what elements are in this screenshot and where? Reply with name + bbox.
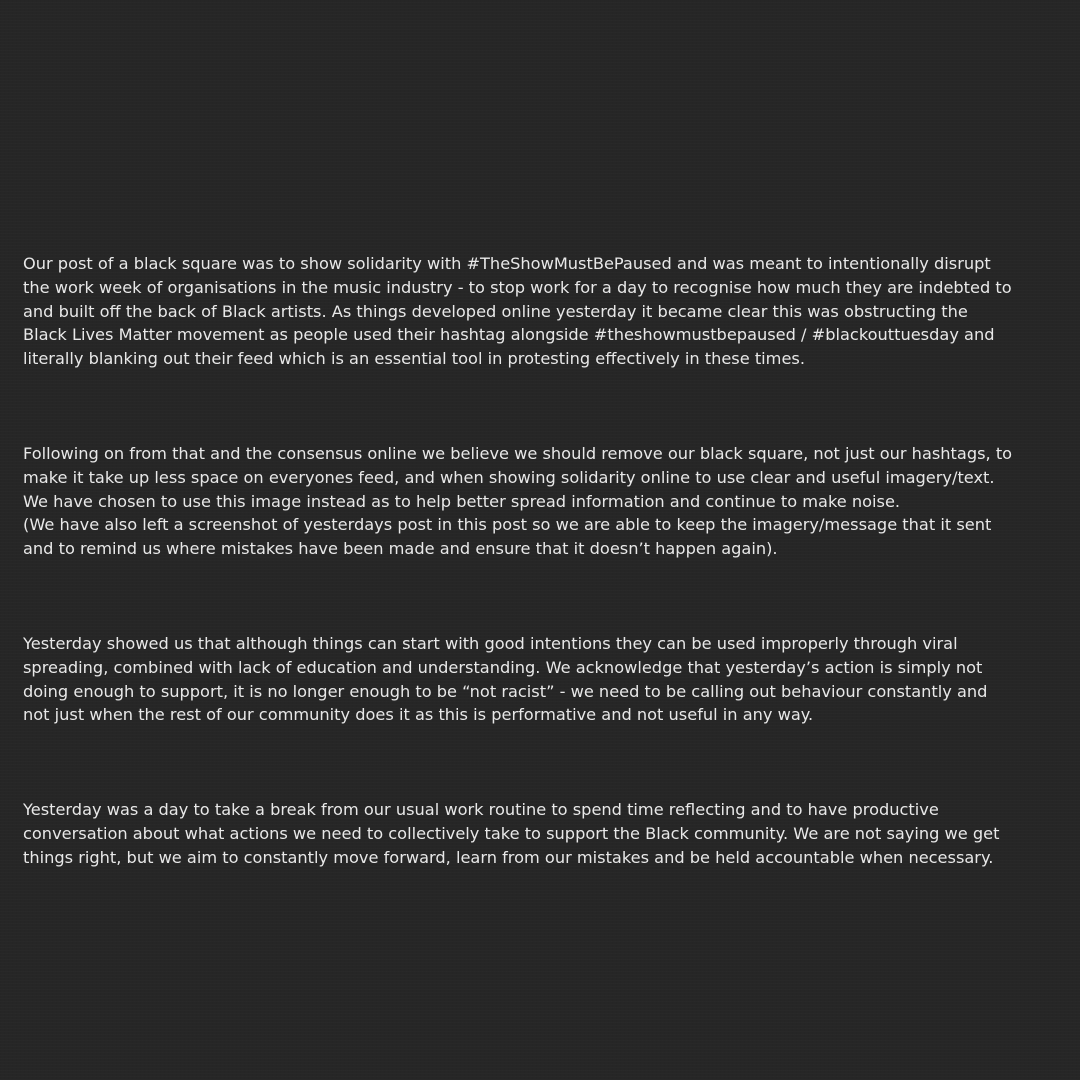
paragraph-line: We have chosen to use this image instead as to help better spread information and continue to make noise.: [23, 491, 901, 511]
paragraph-line: Yesterday showed us that although things can start with good intentions they can be used improperly through viral: [23, 634, 958, 653]
paragraph-line: (We have also left a screenshot of yesterdays post in this post so we are able to keep the imagery/message that it sent: [23, 515, 992, 535]
paragraph-remove-black-square: [23, 442, 1059, 561]
paragraph-line: Black Lives Matter movement as people used their hashtag alongside #theshowmustbepaused / #blackouttuesday and: [23, 325, 995, 345]
paragraph-black-square-solidarity: [23, 252, 1059, 371]
paragraph-line: and built off the back of Black artists. As things developed online yesterday it became clear this was obstructing the: [23, 301, 968, 321]
paragraph-line: make it take up less space on everyones feed, and when showing solidarity online to use clear and useful imagery/text.: [23, 467, 995, 487]
paragraph-line: Our post of a black square was to show solidarity with #TheShowMustBePaused and was meant to intentionally disrupt: [23, 254, 991, 273]
paragraph-line: the work week of organisations in the music industry - to stop work for a day to recognise how much they are indebted to: [23, 277, 1012, 297]
paragraph-line: and to remind us where mistakes have been made and ensure that it doesn’t happen again).: [23, 539, 778, 559]
paragraph-reflection-day: [23, 798, 1059, 869]
paragraph-line: literally blanking out their feed which is an essential tool in protesting effectively in these times.: [23, 349, 805, 369]
paragraph-line: Following on from that and the consensus online we believe we should remove our black square, not just our hashtags, to: [23, 444, 1013, 463]
paragraph-line: doing enough to support, it is no longer enough to be “not racist” - we need to be calling out behaviour constantly and: [23, 681, 988, 701]
paragraph-line: things right, but we aim to constantly move forward, learn from our mistakes and be held accountable when necessary.: [23, 847, 994, 867]
paragraph-line: not just when the rest of our community does it as this is performative and not useful in any way.: [23, 705, 814, 725]
paragraph-line: Yesterday was a day to take a break from our usual work routine to spend time reflecting and to have productive: [23, 800, 939, 819]
paragraph-good-intentions: [23, 632, 1059, 727]
paragraph-line: spreading, combined with lack of education and understanding. We acknowledge that yesterday’s action is simply not: [23, 657, 983, 677]
paragraph-line: conversation about what actions we need to collectively take to support the Black community. We are not saying we get: [23, 823, 1000, 843]
